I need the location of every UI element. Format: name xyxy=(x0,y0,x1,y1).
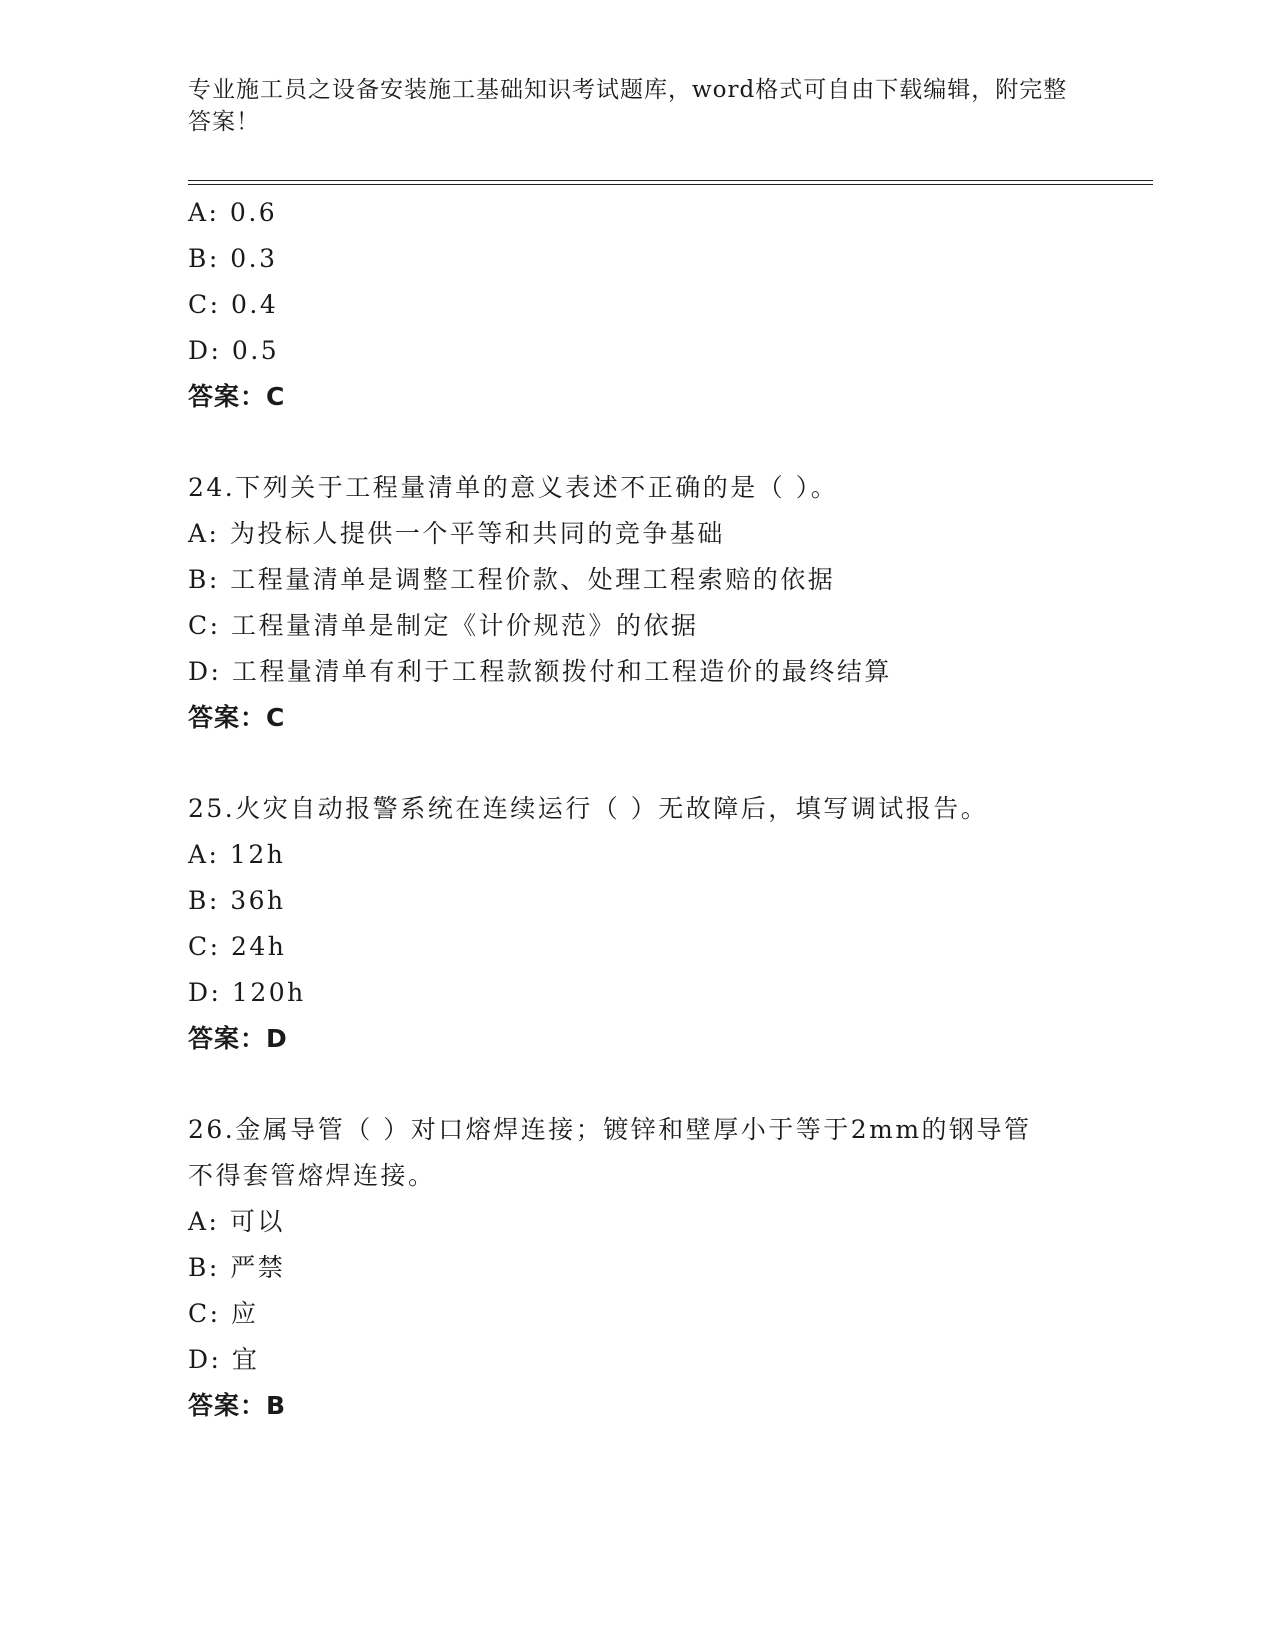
question-list xyxy=(188,190,1088,1429)
question-block-23 xyxy=(188,190,1088,420)
option-c: C: 应 xyxy=(188,1299,259,1328)
option-c: C: 24h xyxy=(188,932,287,961)
header-divider-bottom xyxy=(188,184,1153,185)
option-a: A: 12h xyxy=(188,840,286,869)
option-d: D: 宜 xyxy=(188,1345,260,1374)
option-b: B: 工程量清单是调整工程价款、处理工程索赔的依据 xyxy=(188,565,836,594)
option-a: A: 可以 xyxy=(188,1207,285,1236)
question-text: 25.火灾自动报警系统在连续运行（ ）无故障后，填写调试报告。 xyxy=(188,794,989,823)
option-c: C: 工程量清单是制定《计价规范》的依据 xyxy=(188,611,699,640)
answer-line: 答案：B xyxy=(188,1391,287,1420)
answer-line: 答案：C xyxy=(188,703,286,732)
question-text-line-2: 不得套管熔焊连接。 xyxy=(188,1161,436,1190)
question-block-26 xyxy=(188,1107,1088,1429)
option-a: A: 0.6 xyxy=(188,198,278,227)
question-block-25 xyxy=(188,786,1088,1062)
answer-line: 答案：C xyxy=(188,382,286,411)
option-d: D: 0.5 xyxy=(188,336,280,365)
document-header: 专业施工员之设备安装施工基础知识考试题库，word格式可自由下载编辑，附完整答案！ xyxy=(188,77,1068,135)
option-d: D: 工程量清单有利于工程款额拨付和工程造价的最终结算 xyxy=(188,657,892,686)
header-divider-top xyxy=(188,180,1153,181)
question-text-line-1: 26.金属导管（ ）对口熔焊连接；镀锌和壁厚小于等于2mm的钢导管 xyxy=(188,1115,1032,1144)
option-d: D: 120h xyxy=(188,978,306,1007)
option-b: B: 36h xyxy=(188,886,286,915)
option-c: C: 0.4 xyxy=(188,290,279,319)
option-b: B: 严禁 xyxy=(188,1253,286,1282)
question-block-24 xyxy=(188,465,1088,741)
option-b: B: 0.3 xyxy=(188,244,278,273)
option-a: A: 为投标人提供一个平等和共同的竞争基础 xyxy=(188,519,725,548)
answer-line: 答案：D xyxy=(188,1024,288,1053)
question-text: 24.下列关于工程量清单的意义表述不正确的是（ ）。 xyxy=(188,473,839,502)
